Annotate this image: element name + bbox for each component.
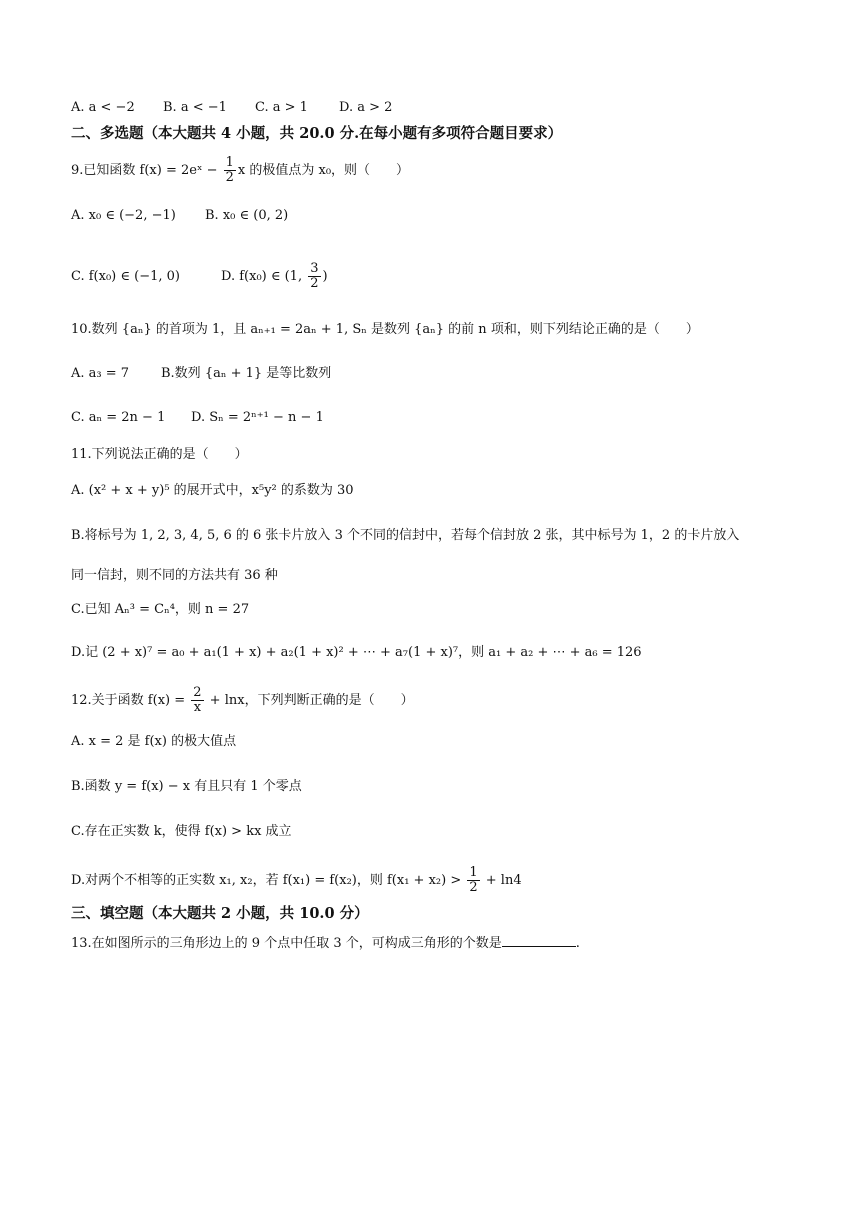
q9-stem-a: 9.已知函数 f(x) = 2eˣ −	[71, 163, 222, 178]
q9-stem-b: x 的极值点为 x₀，则（ ）	[237, 163, 410, 178]
q8-options	[71, 98, 392, 118]
q8-option-d: D. a > 2	[339, 100, 393, 115]
q10-options-ab	[71, 364, 331, 384]
q12-fraction	[191, 686, 203, 715]
q12-option-d	[71, 866, 522, 895]
q9-option-d	[221, 262, 328, 291]
q12-frac-den: x	[193, 700, 202, 715]
q9-fraction	[224, 156, 236, 185]
q13-stem-end: .	[575, 936, 580, 951]
q9-options-ab	[71, 206, 288, 226]
q11-option-d: D.记 (2 + x)⁷ = a₀ + a₁(1 + x) + a₂(1 + x)² + ⋯ + a₇(1 + x)⁷，则 a₁ + a₂ + ⋯ + a₆ = 126	[71, 645, 642, 660]
q12-stem-b: + lnx，下列判断正确的是（ ）	[205, 693, 414, 708]
q9-frac-den: 2	[225, 170, 234, 185]
q9-option-d-fraction	[308, 262, 320, 291]
q11-option-b-line2: 同一信封，则不同的方法共有 36 种	[71, 568, 278, 583]
q9-option-b: B. x₀ ∈ (0, 2)	[205, 208, 289, 223]
q10-option-d: D. Sₙ = 2ⁿ⁺¹ − n − 1	[191, 410, 324, 425]
q10-options-cd	[71, 408, 324, 428]
q12-option-a: A. x = 2 是 f(x) 的极大值点	[71, 734, 237, 749]
q12-option-b: B.函数 y = f(x) − x 有且只有 1 个零点	[71, 779, 302, 794]
q8-option-c: C. a > 1	[255, 100, 308, 115]
q9-stem	[71, 156, 409, 185]
q9-option-a: A. x₀ ∈ (−2, −1)	[71, 208, 176, 223]
q9-option-c: C. f(x₀) ∈ (−1, 0)	[71, 269, 180, 284]
section2-heading: 二、多选题（本大题共 4 小题，共 20.0 分.在每小题有多项符合题目要求）	[71, 125, 563, 142]
q10-option-a: A. a₃ = 7	[71, 366, 130, 381]
q13-answer-blank	[502, 932, 576, 947]
q8-option-a: A. a < −2	[71, 100, 135, 115]
q8-option-b: B. a < −1	[163, 100, 227, 115]
q11-stem: 11.下列说法正确的是（ ）	[71, 447, 248, 462]
q11-option-c: C.已知 Aₙ³ = Cₙ⁴，则 n = 27	[71, 602, 250, 617]
q12-option-d-fraction	[467, 866, 479, 895]
q12-option-d-den: 2	[469, 880, 478, 895]
q13-stem-text: 13.在如图所示的三角形边上的 9 个点中任取 3 个，可构成三角形的个数是	[71, 936, 502, 951]
q10-option-c: C. aₙ = 2n − 1	[71, 410, 166, 425]
q12-stem	[71, 686, 414, 715]
q12-frac-num: 2	[193, 685, 202, 700]
q9-option-d-num: 3	[310, 261, 319, 276]
q12-option-c: C.存在正实数 k，使得 f(x) > kx 成立	[71, 824, 292, 839]
q9-option-d-den: 2	[310, 276, 319, 291]
section3-heading: 三、填空题（本大题共 2 小题，共 10.0 分）	[71, 905, 369, 922]
q9-frac-num: 1	[225, 155, 234, 170]
q11-option-a: A. (x² + x + y)⁵ 的展开式中，x⁵y² 的系数为 30	[71, 483, 354, 498]
q12-option-d-pre: D.对两个不相等的正实数 x₁, x₂，若 f(x₁) = f(x₂)，则 f(x₁ + x₂) >	[71, 873, 466, 888]
q13-stem	[71, 932, 580, 954]
q9-option-d-pre: D. f(x₀) ∈ (1,	[221, 269, 307, 284]
q12-option-d-num: 1	[469, 865, 478, 880]
q9-option-d-post: )	[322, 269, 328, 284]
q10-stem: 10.数列 {aₙ} 的首项为 1，且 aₙ₊₁ = 2aₙ + 1, Sₙ 是数列 {aₙ} 的前 n 项和，则下列结论正确的是（ ）	[71, 322, 699, 337]
q12-stem-a: 12.关于函数 f(x) =	[71, 693, 190, 708]
q11-option-b-line1: B.将标号为 1, 2, 3, 4, 5, 6 的 6 张卡片放入 3 个不同的信封中，若每个信封放 2 张，其中标号为 1，2 的卡片放入	[71, 528, 740, 543]
q12-option-d-post: + ln4	[481, 873, 522, 888]
q10-option-b: B.数列 {aₙ + 1} 是等比数列	[161, 366, 332, 381]
q9-options-cd	[71, 262, 328, 291]
